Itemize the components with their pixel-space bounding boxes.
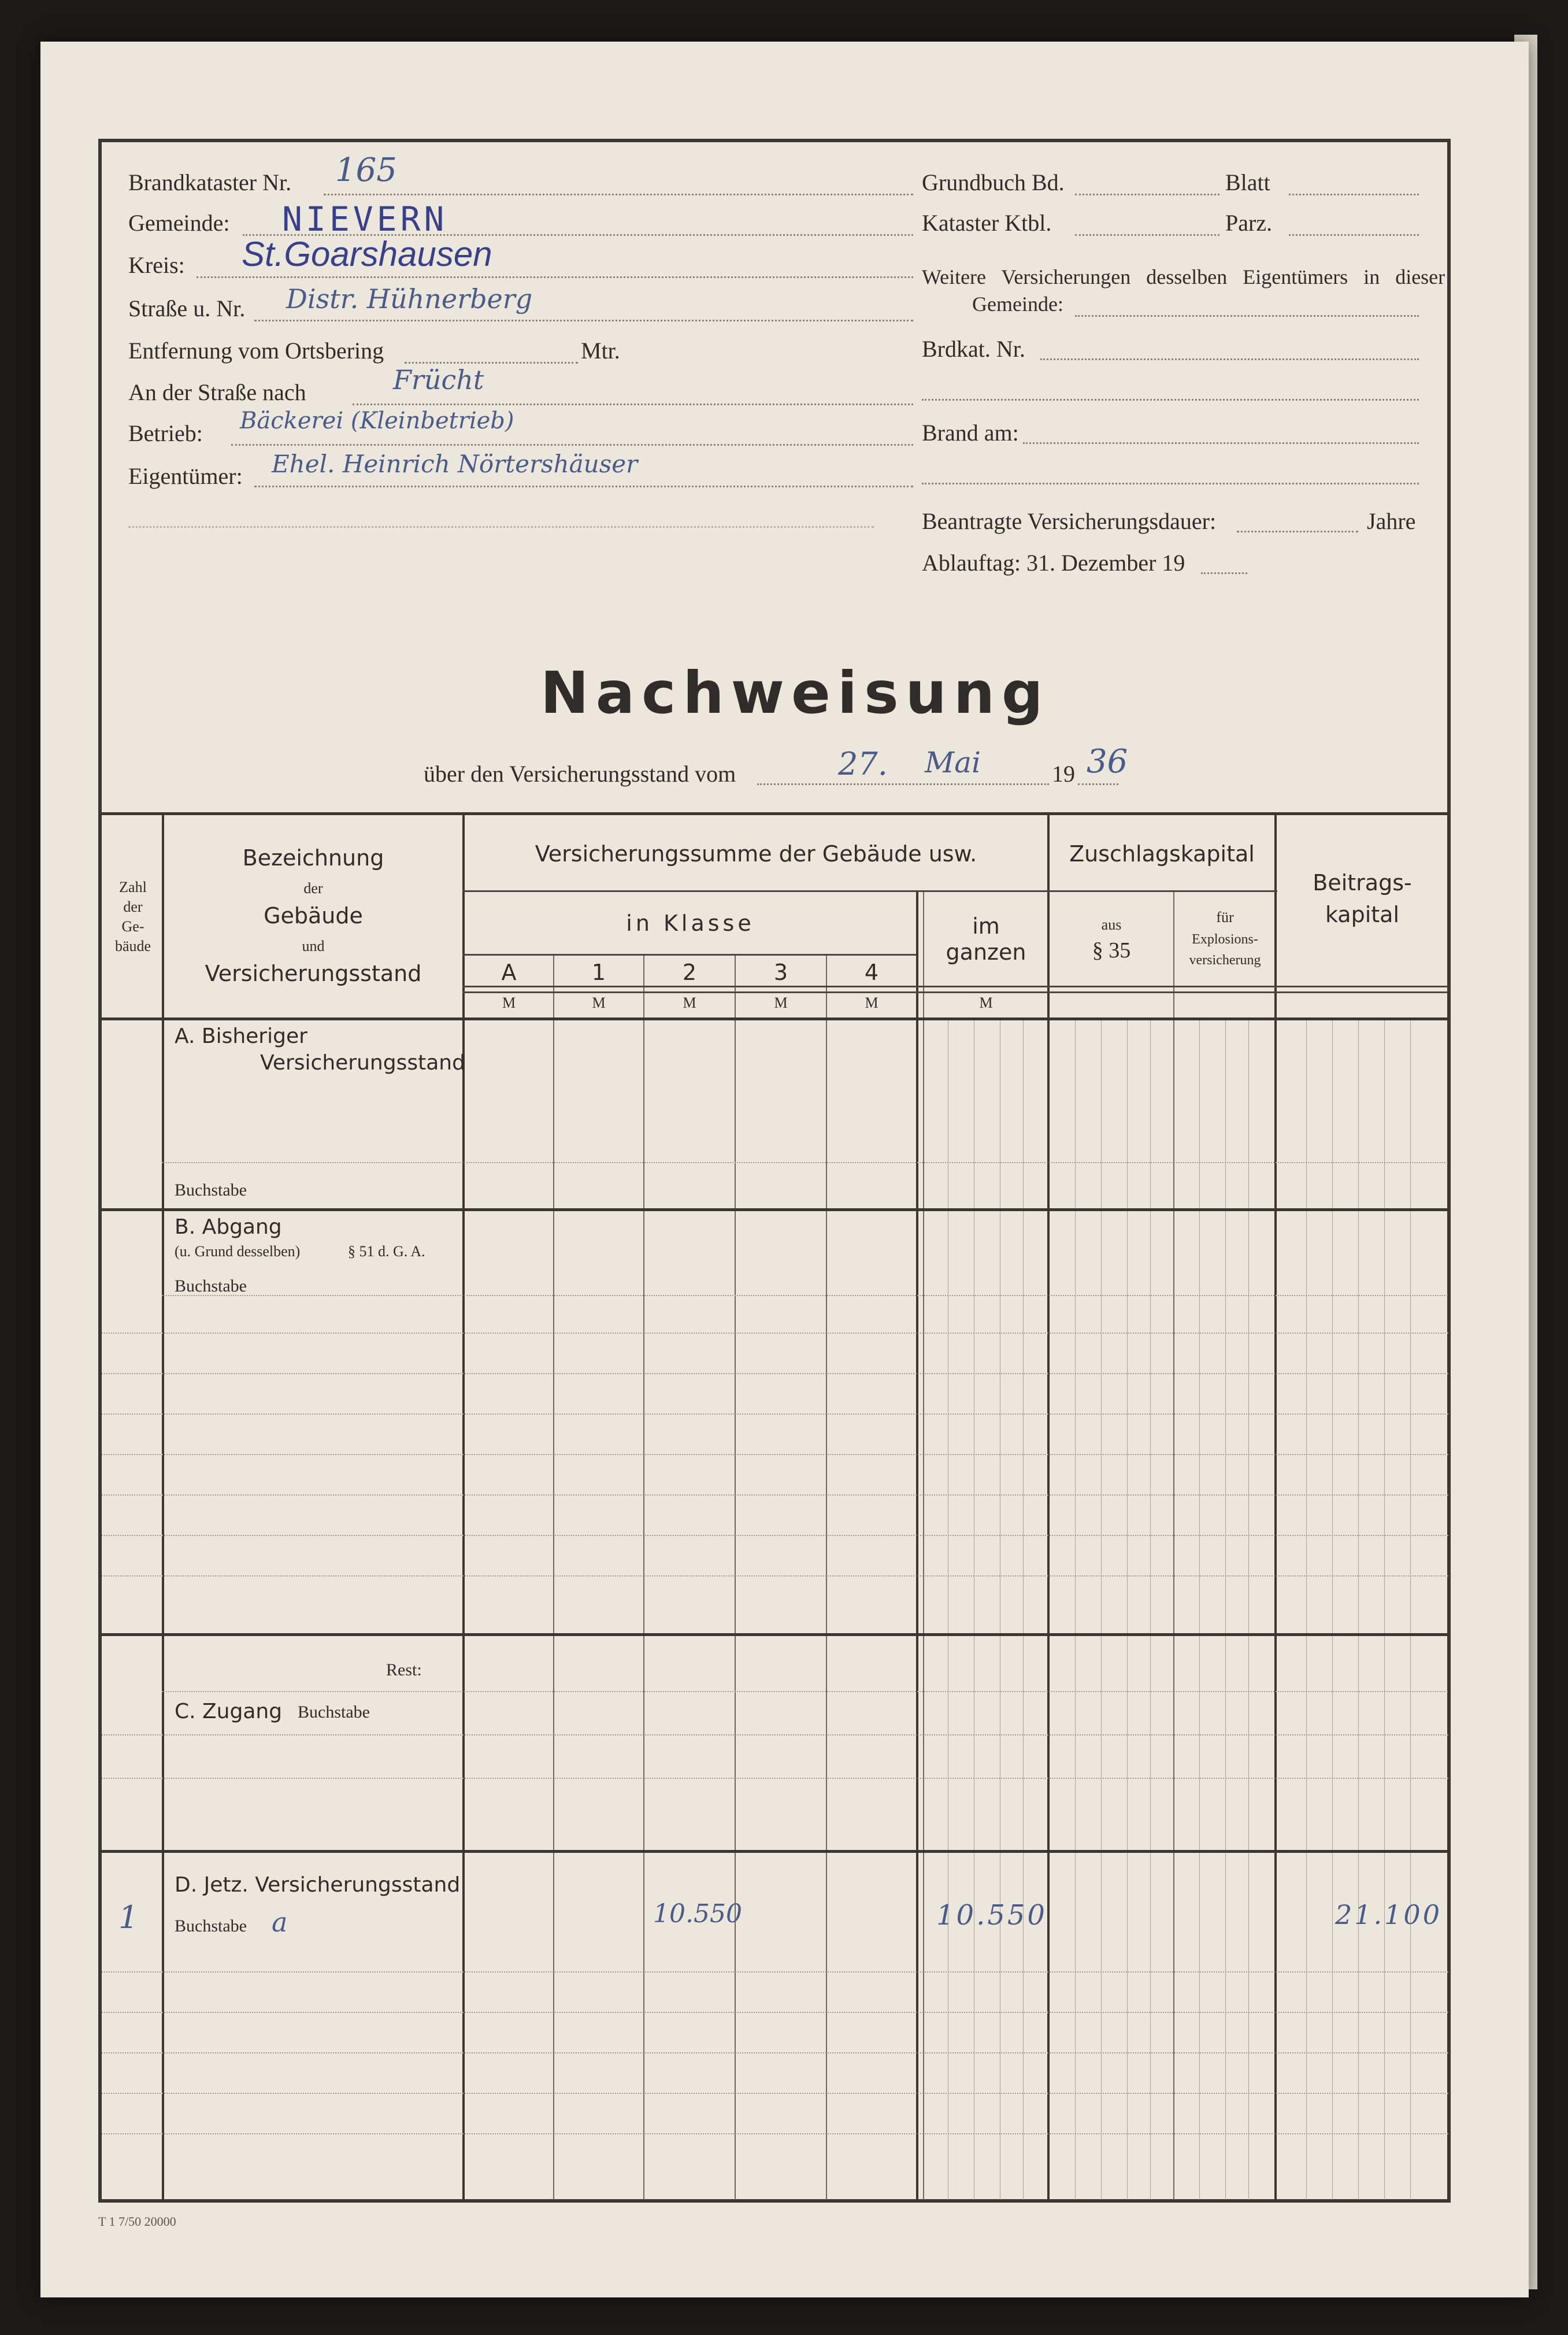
strasse-label: Straße u. Nr.	[128, 295, 246, 321]
an-strasse-value: Frücht	[393, 364, 484, 395]
section-d-title: D. Jetz. Versicherungsstand	[175, 1873, 461, 1897]
col-klasse-header: in Klasse	[626, 911, 755, 936]
unit-3: M	[774, 994, 788, 1011]
col-bez-5: Versicherungsstand	[205, 961, 422, 986]
betrieb-label: Betrieb:	[128, 420, 203, 446]
unit-a: M	[502, 994, 516, 1011]
klasse-a: A	[501, 960, 517, 985]
col-beitrag-2: kapital	[1325, 902, 1400, 927]
section-c-title: C. Zugang	[175, 1700, 283, 1723]
unit-1: M	[592, 994, 606, 1011]
eigentuemer-value: Ehel. Heinrich Nörtershäuser	[272, 450, 638, 478]
section-a-title: A. Bisheriger	[175, 1024, 307, 1048]
weitere-versicherungen-line1: Weitere Versicherungen desselben Eigentümers in dieser	[922, 265, 1445, 288]
d-row-beitrag: 21.100	[1335, 1899, 1442, 1930]
d-row-im-ganzen: 10.550	[936, 1899, 1047, 1931]
date-day: 27.	[838, 746, 888, 782]
brandkataster-value: 165	[335, 151, 397, 189]
brdkat-label: Brdkat. Nr.	[922, 336, 1025, 362]
col-bez-1: Bezeichnung	[242, 845, 384, 871]
section-b-grund: (u. Grund desselben)	[175, 1243, 301, 1260]
section-a-subtitle: Versicherungsstand	[260, 1051, 465, 1075]
col-bez-4: und	[302, 938, 325, 954]
klasse-2: 2	[682, 960, 697, 985]
section-a-buchstabe: Buchstabe	[175, 1181, 247, 1200]
unit-im-ganzen: M	[979, 994, 993, 1011]
entfernung-label: Entfernung vom Ortsbering	[128, 338, 384, 364]
unit-2: M	[683, 994, 696, 1011]
print-code: T 1 7/50 20000	[98, 2214, 176, 2229]
kreis-stamp: St.Goarshausen	[242, 235, 492, 273]
klasse-3: 3	[773, 960, 788, 985]
klasse-4: 4	[864, 960, 879, 985]
col-zahl-header: Zahl der Ge- bäude	[114, 879, 151, 954]
section-rest: Rest:	[386, 1660, 422, 1679]
col-beitrag-1: Beitrags-	[1313, 870, 1412, 895]
section-b-paragraph: § 51 d. G. A.	[348, 1243, 425, 1260]
d-row-buchstabe: a	[272, 1907, 288, 1938]
col-expl1: Explosions-	[1192, 932, 1258, 947]
year-prefix: 19	[1052, 761, 1075, 787]
year-suffix: 36	[1087, 743, 1128, 780]
entfernung-unit: Mtr.	[581, 338, 620, 364]
gemeinde-stamp: NIEVERN	[282, 199, 448, 239]
brand-label: Brand am:	[922, 420, 1019, 446]
section-b-title: B. Abgang	[175, 1215, 282, 1239]
kataster-label: Kataster Ktbl.	[922, 210, 1052, 236]
jahre-label: Jahre	[1367, 508, 1416, 534]
col-fuer: für	[1216, 909, 1234, 926]
col-bez-2: der	[303, 880, 323, 897]
col-ganzen: ganzen	[946, 939, 1026, 965]
blatt-label: Blatt	[1225, 169, 1270, 195]
betrieb-value: Bäckerei (Kleinbetrieb)	[240, 408, 514, 434]
date-month: Mai	[925, 746, 981, 779]
klasse-1: 1	[591, 960, 606, 985]
ablauftag-label: Ablauftag: 31. Dezember 19	[922, 550, 1185, 576]
col-summe-header: Versicherungssumme der Gebäude usw.	[535, 841, 977, 867]
col-expl2: versicherung	[1189, 953, 1261, 968]
section-d-buchstabe: Buchstabe	[175, 1916, 247, 1936]
d-row-zahl: 1	[118, 1899, 139, 1936]
section-b-buchstabe: Buchstabe	[175, 1276, 247, 1296]
dauer-label: Beantragte Versicherungsdauer:	[922, 508, 1217, 534]
brandkataster-label: Brandkataster Nr.	[128, 169, 292, 195]
col-im: im	[972, 913, 1000, 939]
d-row-klasse2: 10.550	[653, 1899, 742, 1929]
document-title: Nachweisung	[540, 659, 1050, 727]
unit-4: M	[865, 994, 878, 1011]
col-zuschlag-header: Zuschlagskapital	[1069, 841, 1255, 867]
eigentuemer-label: Eigentümer:	[128, 463, 243, 489]
gemeinde-label: Gemeinde:	[128, 210, 230, 236]
parz-label: Parz.	[1225, 210, 1273, 236]
weitere-versicherungen-line2: Gemeinde:	[972, 293, 1063, 316]
col-par35: § 35	[1092, 938, 1131, 963]
title-subtitle: über den Versicherungsstand vom	[424, 761, 736, 787]
strasse-value: Distr. Hühnerberg	[286, 283, 533, 314]
kreis-label: Kreis:	[128, 252, 185, 278]
col-bez-3: Gebäude	[264, 903, 363, 928]
an-strasse-label: An der Straße nach	[128, 379, 306, 405]
col-aus: aus	[1101, 916, 1122, 933]
section-c-buchstabe: Buchstabe	[298, 1703, 370, 1722]
grundbuch-label: Grundbuch Bd.	[922, 169, 1065, 195]
